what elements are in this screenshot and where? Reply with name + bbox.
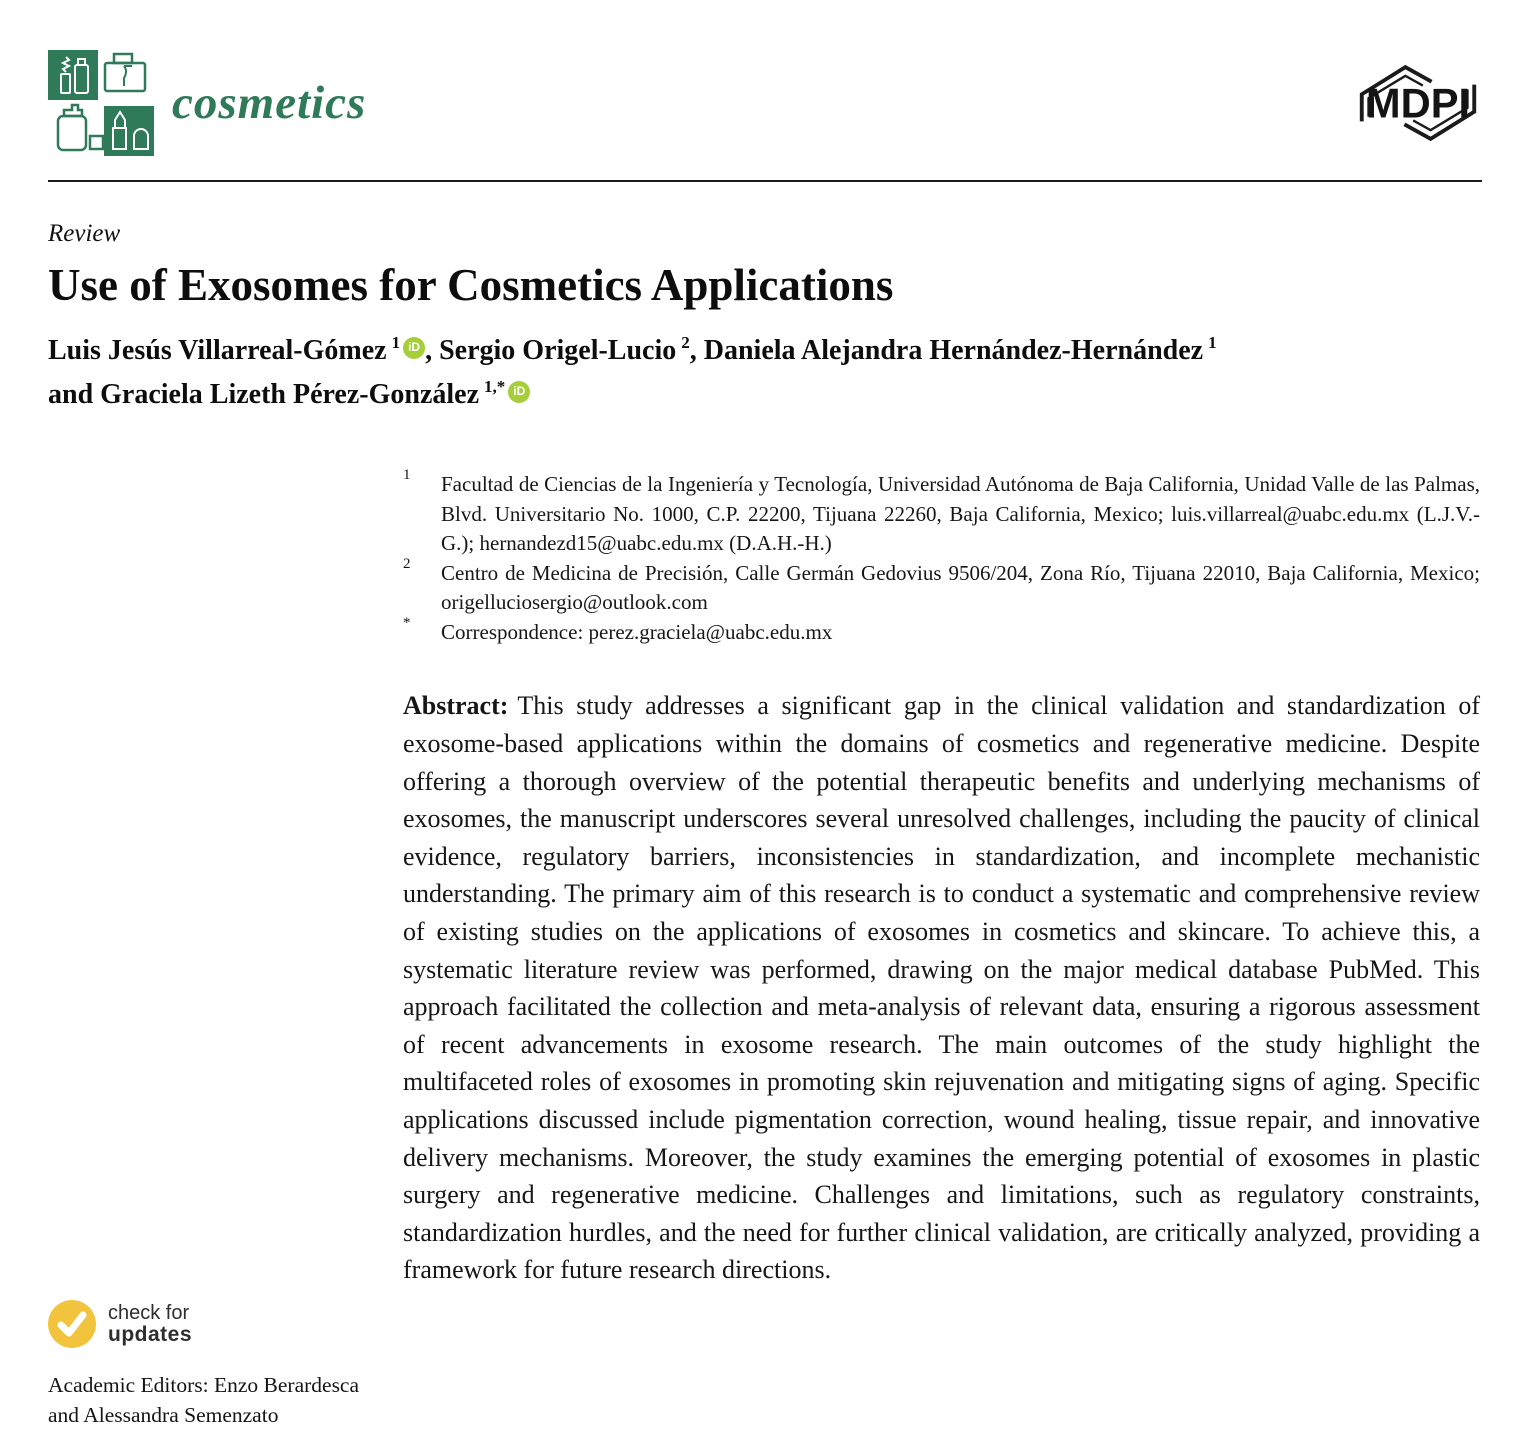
affiliation-text: Correspondence: perez.graciela@uabc.edu.mx: [441, 619, 833, 644]
affiliation-marker: *: [403, 614, 411, 631]
badge-line-1: check for: [108, 1302, 190, 1324]
academic-editors: [48, 1370, 388, 1430]
author-name: Luis Jesús Villarreal-Gómez: [48, 335, 387, 367]
affiliation-marker: 1: [403, 467, 411, 484]
author-line-1: [48, 330, 1482, 374]
author-affiliation-sup: 1: [1208, 333, 1217, 353]
check-icon: [48, 1300, 96, 1348]
affiliation-row: [403, 467, 1480, 559]
affiliation-list: [403, 467, 1480, 647]
editors-line-2: and Alessandra Semenzato: [48, 1403, 279, 1427]
abstract-label: Abstract:: [403, 691, 509, 721]
affiliation-marker: 2: [403, 555, 411, 572]
author-name: and Graciela Lizeth Pérez-González: [48, 379, 480, 411]
author-name: Sergio Origel-Lucio: [439, 335, 677, 367]
badge-line-2: updates: [108, 1323, 193, 1346]
journal-name: cosmetics: [172, 77, 367, 129]
author-affiliation-sup: 1: [391, 333, 401, 353]
author-name: Daniela Alejandra Hernández-Hernández: [703, 335, 1204, 367]
mdpi-logo[interactable]: [1354, 57, 1482, 149]
article-front-matter: [403, 467, 1480, 1289]
author-separator: ,: [425, 335, 440, 367]
article-type-label: Review: [48, 220, 121, 247]
orcid-icon[interactable]: iD: [403, 337, 425, 359]
affiliation-row: [403, 555, 1480, 618]
author-affiliation-sup: 1,*: [484, 377, 506, 397]
orcid-icon[interactable]: iD: [508, 381, 530, 403]
editors-line-1: Academic Editors: Enzo Berardesca: [48, 1373, 360, 1397]
cosmetics-logo: [48, 50, 154, 156]
page-header: [48, 0, 1482, 156]
journal-brand: [48, 50, 366, 156]
abstract: [403, 687, 1480, 1289]
author-line-2: [48, 374, 1482, 418]
title-block: [48, 220, 1482, 418]
check-for-updates-badge[interactable]: [48, 1300, 388, 1348]
author-list: [48, 330, 1482, 418]
author-separator: ,: [689, 335, 704, 367]
header-rule: [48, 180, 1482, 182]
article-title: Use of Exosomes for Cosmetics Applications: [48, 260, 894, 310]
abstract-text: This study addresses a significant gap in the clinical validation and standardization of exosome-based applications within the domains of cosmetics and regenerative medicine. Despite offering a thorough overview of the potential therapeutic benefits and underlying mechanisms of exosomes, the manuscript underscores several unresolved challenges, including the paucity of clinical evidence, regulatory barriers, inconsistencies in standardization, and incomplete mechanistic understanding. The primary aim of this research is to conduct a systematic and comprehensive review of existing studies on the applications of exosomes in cosmetics and skincare. To achieve this, a systematic literature review was performed, drawing on the major medical database PubMed. This approach facilitated the collection and meta-analysis of relevant data, ensuring a rigorous assessment of recent advancements in exosome research. The main outcomes of the study highlight the multifaceted roles of exosomes in promoting skin rejuvenation and mitigating signs of aging. Specific applications discussed include pigmentation correction, wound healing, tissue repair, and innovative delivery mechanisms. Moreover, the study examines the emerging potential of exosomes in plastic surgery and regenerative medicine. Challenges and limitations, such as regulatory constraints, standardization hurdles, and the need for further clinical validation, are critically analyzed, providing a framework for future research directions.: [403, 691, 1480, 1285]
affiliation-text: Facultad de Ciencias de la Ingeniería y Tecnología, Universidad Autónoma de Baja California, Unidad Valle de las Palmas, Blvd. Universitario No. 1000, C.P. 22200, Tijuana 22260, Baja California, Mexico; luis.villarreal@uabc.edu.mx (L.J.V.-G.); hernandezd15@uabc.edu.mx (D.A.H.-H.): [441, 472, 1480, 556]
affiliation-text: Centro de Medicina de Precisión, Calle Germán Gedovius 9506/204, Zona Río, Tijuana 22010, Baja California, Mexico; origelluciosergio@outlook.com: [441, 560, 1480, 615]
author-affiliation-sup: 2: [681, 333, 690, 353]
mdpi-logo-text: MDPI: [1365, 79, 1471, 127]
badge-text: [108, 1302, 192, 1346]
affiliation-row: [403, 614, 1480, 648]
left-margin-column: [48, 1300, 388, 1430]
